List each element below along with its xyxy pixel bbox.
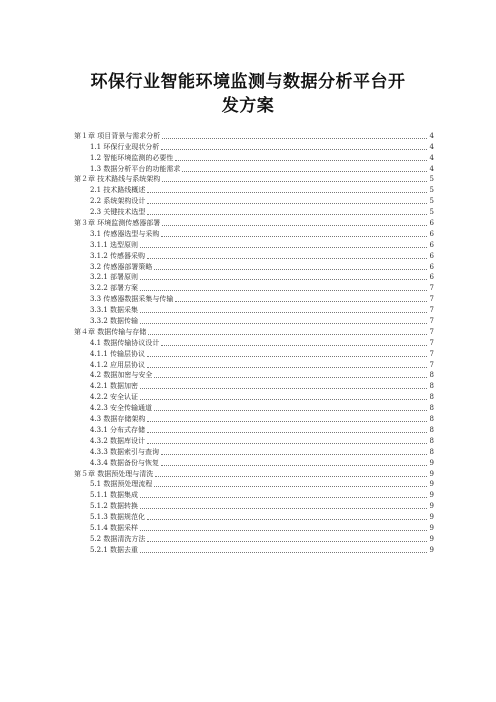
toc-entry-label: 4.1.1 传输层协议 <box>90 349 146 358</box>
toc-page-number: 9 <box>429 513 434 522</box>
toc-dot-leader <box>155 476 427 477</box>
toc-page-number: 6 <box>429 219 434 228</box>
toc-page-number: 9 <box>429 480 434 489</box>
toc-entry-label: 第１章 项目背景与需求分析 <box>74 131 161 140</box>
toc-page-number: 6 <box>429 251 434 260</box>
toc-dot-leader <box>161 345 427 346</box>
toc-section-entry[interactable] <box>74 380 434 391</box>
toc-section-entry[interactable] <box>74 152 434 163</box>
toc-section-entry[interactable] <box>74 413 434 424</box>
toc-dot-leader <box>140 530 427 531</box>
toc-page-number: 7 <box>429 349 434 358</box>
toc-entry-label: 3.3.2 数据传输 <box>90 317 139 326</box>
toc-entry-label: 2.1 技术路线概述 <box>90 186 146 195</box>
toc-entry-label: 3.1 传感器选型与采购 <box>90 229 160 238</box>
toc-entry-label: 5.2.1 数据去重 <box>90 545 139 554</box>
toc-dot-leader <box>162 138 427 139</box>
toc-dot-leader <box>162 225 427 226</box>
toc-entry-label: 4.1 数据传输协议设计 <box>90 338 160 347</box>
toc-page-number: 7 <box>429 317 434 326</box>
toc-section-entry[interactable] <box>74 293 434 304</box>
toc-entry-label: 2.2 系统架构设计 <box>90 197 146 206</box>
toc-page-number: 8 <box>429 382 434 391</box>
toc-page-number: 4 <box>429 142 434 151</box>
toc-section-entry[interactable] <box>74 315 434 326</box>
toc-page-number: 6 <box>429 262 434 271</box>
toc-section-entry[interactable] <box>74 533 434 544</box>
toc-entry-label: 4.2.1 数据加密 <box>90 382 139 391</box>
toc-section-entry[interactable] <box>74 141 434 152</box>
toc-dot-leader <box>154 410 427 411</box>
toc-section-entry[interactable] <box>74 184 434 195</box>
toc-entry-label: 3.2 传感器部署策略 <box>90 262 153 271</box>
toc-entry-label: 4.2.2 安全认证 <box>90 393 139 402</box>
toc-dot-leader <box>140 399 427 400</box>
toc-dot-leader <box>140 279 427 280</box>
toc-page-number: 7 <box>429 360 434 369</box>
toc-entry-label: 3.1.1 选型原则 <box>90 240 139 249</box>
toc-dot-leader <box>154 486 427 487</box>
toc-page-number: 8 <box>429 393 434 402</box>
toc-entry-label: 5.1.1 数据集成 <box>90 491 139 500</box>
toc-page-number: 6 <box>429 229 434 238</box>
toc-chapter-entry[interactable] <box>74 326 434 337</box>
toc-page-number: 7 <box>429 306 434 315</box>
toc-section-entry[interactable] <box>74 424 434 435</box>
toc-dot-leader <box>161 236 427 237</box>
table-of-contents <box>74 130 434 555</box>
toc-page-number: 7 <box>429 327 434 336</box>
toc-page-number: 5 <box>429 197 434 206</box>
toc-dot-leader <box>147 541 427 542</box>
toc-entry-label: 4.1.2 应用层协议 <box>90 360 146 369</box>
toc-entry-label: 4.3.4 数据备份与恢复 <box>90 458 160 467</box>
toc-section-entry[interactable] <box>74 511 434 522</box>
toc-dot-leader <box>182 171 427 172</box>
toc-section-entry[interactable] <box>74 479 434 490</box>
toc-section-entry[interactable] <box>74 195 434 206</box>
toc-page-number: 9 <box>429 458 434 467</box>
toc-entry-label: 3.1.2 传感器采购 <box>90 251 146 260</box>
toc-section-entry[interactable] <box>74 261 434 272</box>
toc-chapter-entry[interactable] <box>74 468 434 479</box>
toc-dot-leader <box>154 269 427 270</box>
toc-entry-label: 4.3 数据存储架构 <box>90 415 146 424</box>
toc-dot-leader <box>147 443 427 444</box>
toc-section-entry[interactable] <box>74 457 434 468</box>
toc-section-entry[interactable] <box>74 359 434 370</box>
toc-dot-leader <box>154 377 427 378</box>
toc-dot-leader <box>147 203 427 204</box>
toc-entry-label: 2.3 关键技术选型 <box>90 208 146 217</box>
toc-page-number: 9 <box>429 502 434 511</box>
toc-entry-label: 第３章 环境监测传感器部署 <box>74 219 161 228</box>
toc-page-number: 4 <box>429 164 434 173</box>
toc-dot-leader <box>147 367 427 368</box>
toc-page-number: 9 <box>429 523 434 532</box>
toc-dot-leader <box>147 214 427 215</box>
toc-section-entry[interactable] <box>74 544 434 555</box>
toc-dot-leader <box>147 432 427 433</box>
toc-section-entry[interactable] <box>74 228 434 239</box>
toc-entry-label: 第４章 数据传输与存储 <box>74 327 147 336</box>
toc-dot-leader <box>162 181 427 182</box>
toc-dot-leader <box>140 290 427 291</box>
toc-entry-label: 3.3.1 数据采集 <box>90 306 139 315</box>
toc-section-entry[interactable] <box>74 282 434 293</box>
toc-chapter-entry[interactable] <box>74 217 434 228</box>
document-title-line-1: 环保行业智能环境监测与数据分析平台开 <box>90 72 406 92</box>
toc-dot-leader <box>175 160 427 161</box>
toc-page-number: 8 <box>429 425 434 434</box>
toc-dot-leader <box>147 356 427 357</box>
toc-page-number: 7 <box>429 284 434 293</box>
toc-dot-leader <box>140 552 427 553</box>
toc-page-number: 6 <box>429 273 434 282</box>
document-title-line-2: 发方案 <box>221 96 275 116</box>
toc-section-entry[interactable] <box>74 304 434 315</box>
toc-dot-leader <box>140 247 427 248</box>
toc-entry-label: 5.1 数据预处理流程 <box>90 480 153 489</box>
toc-dot-leader <box>140 312 427 313</box>
toc-section-entry[interactable] <box>74 348 434 359</box>
toc-section-entry[interactable] <box>74 446 434 457</box>
toc-entry-label: 1.3 数据分析平台的功能需求 <box>90 164 181 173</box>
toc-page-number: 8 <box>429 404 434 413</box>
toc-entry-label: 5.2 数据清洗方法 <box>90 534 146 543</box>
toc-section-entry[interactable] <box>74 391 434 402</box>
toc-page-number: 8 <box>429 371 434 380</box>
toc-page-number: 8 <box>429 447 434 456</box>
toc-page-number: 5 <box>429 208 434 217</box>
toc-chapter-entry[interactable] <box>74 174 434 185</box>
toc-dot-leader <box>147 519 427 520</box>
toc-section-entry[interactable] <box>74 272 434 283</box>
toc-dot-leader <box>140 323 427 324</box>
toc-entry-label: 3.2.2 部署方案 <box>90 284 139 293</box>
toc-page-number: 9 <box>429 469 434 478</box>
document-title <box>60 70 436 118</box>
toc-entry-label: 1.1 环保行业现状分析 <box>90 142 160 151</box>
toc-entry-label: 第２章 技术路线与系统架构 <box>74 175 161 184</box>
toc-section-entry[interactable] <box>74 402 434 413</box>
toc-section-entry[interactable] <box>74 370 434 381</box>
toc-page-number: 4 <box>429 153 434 162</box>
toc-section-entry[interactable] <box>74 239 434 250</box>
toc-section-entry[interactable] <box>74 435 434 446</box>
toc-section-entry[interactable] <box>74 206 434 217</box>
toc-page-number: 4 <box>429 131 434 140</box>
toc-section-entry[interactable] <box>74 250 434 261</box>
toc-page-number: 5 <box>429 186 434 195</box>
toc-page-number: 9 <box>429 491 434 500</box>
toc-entry-label: 第５章 数据预处理与清洗 <box>74 469 154 478</box>
toc-page-number: 5 <box>429 175 434 184</box>
toc-page-number: 7 <box>429 338 434 347</box>
toc-entry-label: 5.1.4 数据采样 <box>90 523 139 532</box>
toc-entry-label: 5.1.3 数据规范化 <box>90 513 146 522</box>
toc-page-number: 8 <box>429 436 434 445</box>
toc-entry-label: 3.3 传感器数据采集与传输 <box>90 295 174 304</box>
toc-dot-leader <box>140 497 427 498</box>
toc-entry-label: 1.2 智能环境监测的必要性 <box>90 153 174 162</box>
toc-dot-leader <box>147 421 427 422</box>
toc-section-entry[interactable] <box>74 163 434 174</box>
toc-section-entry[interactable] <box>74 489 434 500</box>
toc-entry-label: 4.3.3 数据索引与查询 <box>90 447 160 456</box>
toc-entry-label: 4.2.3 安全传输通道 <box>90 404 153 413</box>
toc-page-number: 9 <box>429 534 434 543</box>
toc-entry-label: 4.2 数据加密与安全 <box>90 371 153 380</box>
toc-dot-leader <box>161 149 427 150</box>
toc-dot-leader <box>140 508 427 509</box>
toc-dot-leader <box>147 192 427 193</box>
toc-entry-label: 4.3.1 分布式存储 <box>90 425 146 434</box>
toc-dot-leader <box>147 258 427 259</box>
toc-page-number: 7 <box>429 295 434 304</box>
toc-page-number: 6 <box>429 240 434 249</box>
toc-page-number: 8 <box>429 415 434 424</box>
toc-section-entry[interactable] <box>74 337 434 348</box>
toc-dot-leader <box>175 301 427 302</box>
toc-chapter-entry[interactable] <box>74 130 434 141</box>
toc-section-entry[interactable] <box>74 522 434 533</box>
toc-page-number: 9 <box>429 545 434 554</box>
toc-dot-leader <box>161 454 427 455</box>
toc-entry-label: 5.1.2 数据转换 <box>90 502 139 511</box>
toc-entry-label: 4.3.2 数据库设计 <box>90 436 146 445</box>
toc-section-entry[interactable] <box>74 500 434 511</box>
toc-dot-leader <box>148 334 427 335</box>
toc-entry-label: 3.2.1 部署原则 <box>90 273 139 282</box>
toc-dot-leader <box>140 388 427 389</box>
toc-dot-leader <box>161 465 427 466</box>
